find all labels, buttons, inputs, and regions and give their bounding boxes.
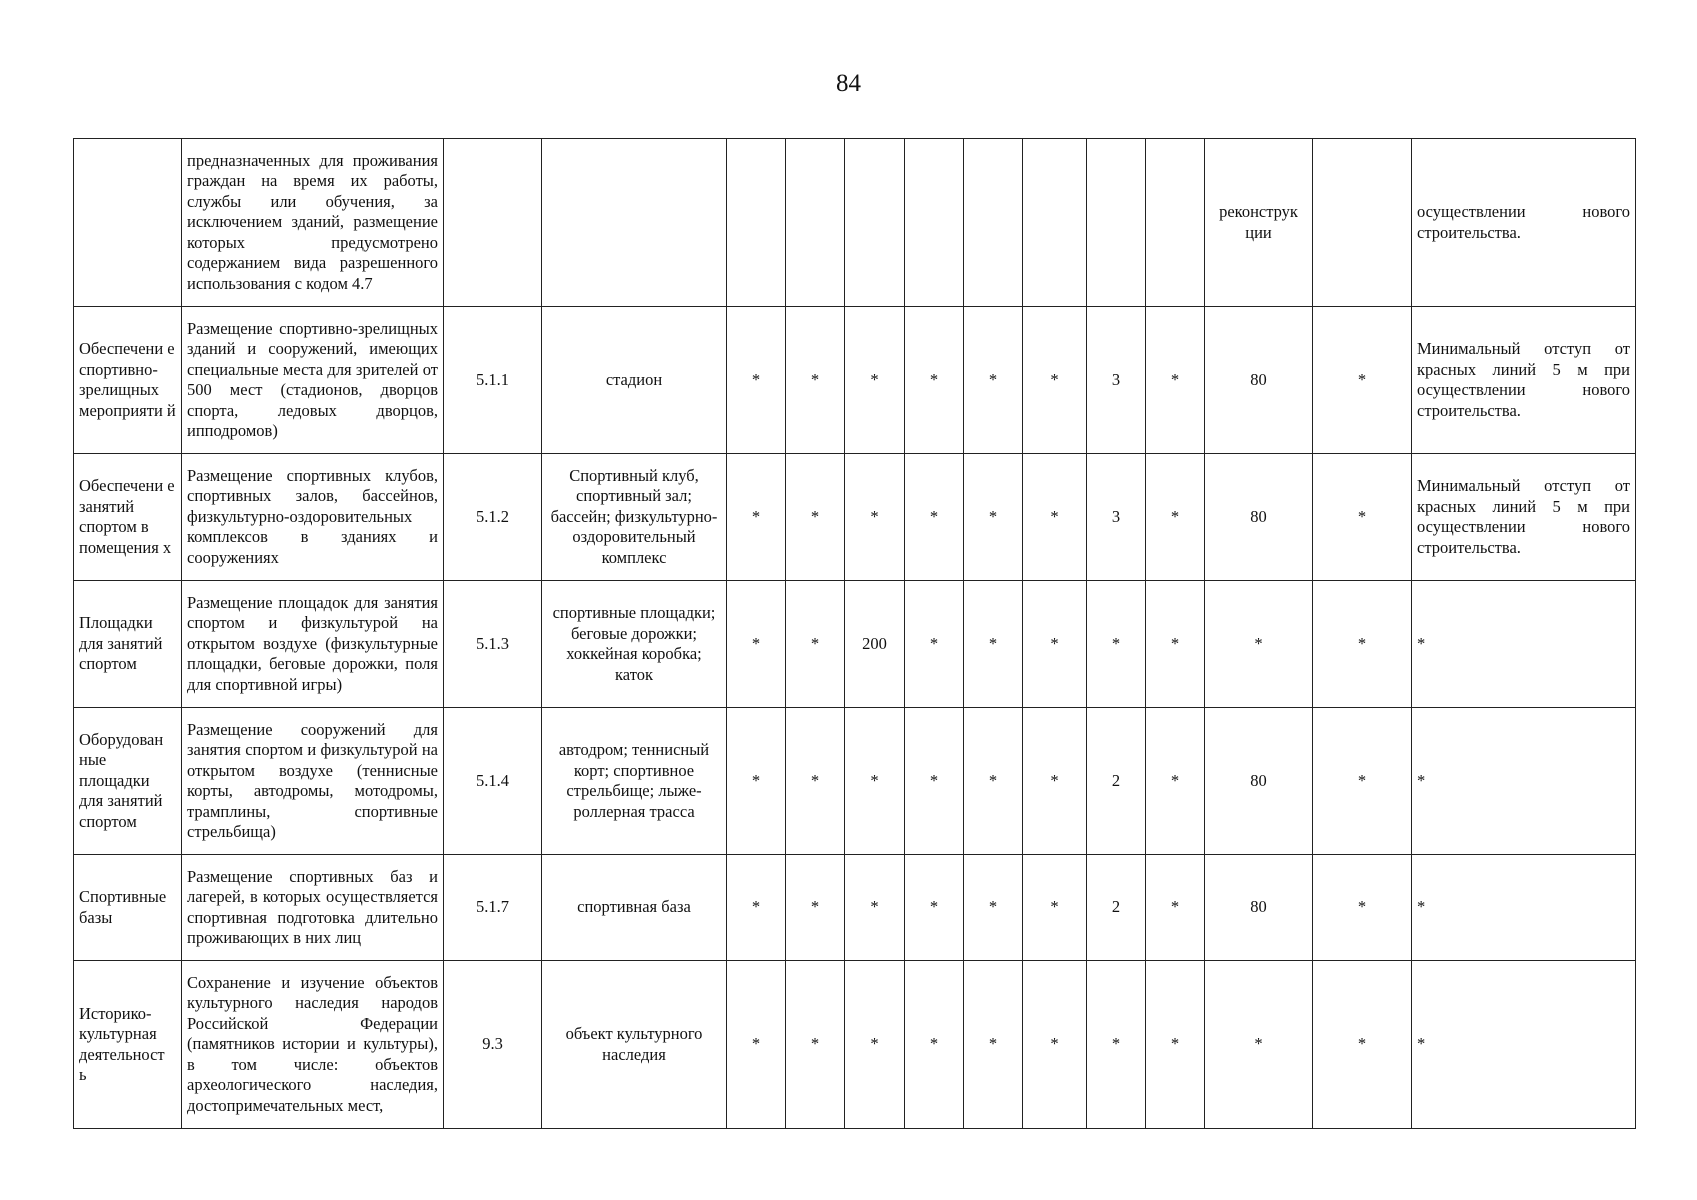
param-7: 3 [1087, 307, 1146, 454]
param-5: * [964, 307, 1023, 454]
permitted-objects: спортивная база [542, 855, 727, 961]
param-6: * [1023, 855, 1087, 961]
param-3 [845, 139, 905, 307]
param-2: * [786, 855, 845, 961]
param-3: 200 [845, 581, 905, 708]
param-1: * [727, 708, 786, 855]
param-9: 80 [1205, 454, 1313, 581]
param-9: 80 [1205, 307, 1313, 454]
use-type-code: 5.1.3 [444, 581, 542, 708]
restrictions: Минимальный отступ от красных линий 5 м при осуществлении нового строительства. [1412, 454, 1636, 581]
table-row [74, 454, 1636, 581]
permitted-objects: спортивные площадки; беговые дорожки; хоккейная коробка; каток [542, 581, 727, 708]
table-row [74, 961, 1636, 1129]
use-type-description: Размещение спортивно-зрелищных зданий и сооружений, имеющих специальные места для зрителей от 500 мест (стадионов, дворцов спорта, ледовых дворцов, ипподромов) [182, 307, 444, 454]
param-8 [1146, 139, 1205, 307]
param-3: * [845, 454, 905, 581]
use-type-description: предназначенных для проживания граждан на время их работы, службы или обучения, за исключением зданий, размещение которых предусмотрено содержанием вида разрешенного использования с кодом 4.7 [182, 139, 444, 307]
param-1: * [727, 961, 786, 1129]
permitted-objects: объект культурного наследия [542, 961, 727, 1129]
param-4 [905, 139, 964, 307]
param-10: * [1313, 708, 1412, 855]
table-row [74, 855, 1636, 961]
use-type-code: 5.1.1 [444, 307, 542, 454]
param-8: * [1146, 307, 1205, 454]
use-type-description: Размещение сооружений для занятия спортом и физкультурой на открытом воздухе (теннисные корты, автодромы, мотодромы, трамплины, спортивные стрельбища) [182, 708, 444, 855]
param-6: * [1023, 454, 1087, 581]
use-type-name: Площадки для занятий спортом [74, 581, 182, 708]
param-7: 2 [1087, 708, 1146, 855]
param-5: * [964, 855, 1023, 961]
use-type-description: Размещение спортивных баз и лагерей, в которых осуществляется спортивная подготовка длительно проживающих в них лиц [182, 855, 444, 961]
permitted-objects: стадион [542, 307, 727, 454]
param-2: * [786, 581, 845, 708]
param-4: * [905, 855, 964, 961]
param-10: * [1313, 855, 1412, 961]
param-8: * [1146, 581, 1205, 708]
use-type-description: Сохранение и изучение объектов культурного наследия народов Российской Федерации (памятников истории и культуры), в том числе: объектов археологического наследия, достопримечательных мест, [182, 961, 444, 1129]
use-type-code: 5.1.7 [444, 855, 542, 961]
param-7 [1087, 139, 1146, 307]
param-9: 80 [1205, 708, 1313, 855]
param-1: * [727, 307, 786, 454]
param-9: * [1205, 961, 1313, 1129]
restrictions: Минимальный отступ от красных линий 5 м при осуществлении нового строительства. [1412, 307, 1636, 454]
param-10: * [1313, 961, 1412, 1129]
permitted-objects [542, 139, 727, 307]
param-7: * [1087, 961, 1146, 1129]
param-10 [1313, 139, 1412, 307]
param-1 [727, 139, 786, 307]
param-9: 80 [1205, 855, 1313, 961]
param-4: * [905, 581, 964, 708]
param-9: * [1205, 581, 1313, 708]
param-10: * [1313, 581, 1412, 708]
restrictions: осуществлении нового строительства. [1412, 139, 1636, 307]
param-5: * [964, 708, 1023, 855]
param-6 [1023, 139, 1087, 307]
param-4: * [905, 708, 964, 855]
use-type-name: Спортивные базы [74, 855, 182, 961]
param-2: * [786, 307, 845, 454]
param-10: * [1313, 307, 1412, 454]
param-1: * [727, 855, 786, 961]
use-type-code: 5.1.4 [444, 708, 542, 855]
use-type-code [444, 139, 542, 307]
use-type-description: Размещение площадок для занятия спортом и физкультурой на открытом воздухе (физкультурные площадки, беговые дорожки, поля для спортивной игры) [182, 581, 444, 708]
param-1: * [727, 581, 786, 708]
param-2 [786, 139, 845, 307]
land-use-regulations-table [73, 138, 1636, 1129]
param-6: * [1023, 307, 1087, 454]
use-type-name: Обеспечени е занятий спортом в помещения х [74, 454, 182, 581]
param-10: * [1313, 454, 1412, 581]
table-row [74, 581, 1636, 708]
param-7: * [1087, 581, 1146, 708]
page-number: 84 [836, 70, 861, 97]
param-6: * [1023, 961, 1087, 1129]
table-row [74, 139, 1636, 307]
param-8: * [1146, 454, 1205, 581]
restrictions: * [1412, 581, 1636, 708]
param-8: * [1146, 708, 1205, 855]
param-2: * [786, 961, 845, 1129]
param-3: * [845, 961, 905, 1129]
param-8: * [1146, 855, 1205, 961]
param-6: * [1023, 581, 1087, 708]
table-row [74, 708, 1636, 855]
use-type-description: Размещение спортивных клубов, спортивных залов, бассейнов, физкультурно-оздоровительных комплексов в зданиях и сооружениях [182, 454, 444, 581]
param-6: * [1023, 708, 1087, 855]
param-5: * [964, 961, 1023, 1129]
param-3: * [845, 708, 905, 855]
use-type-name: Историко-культурная деятельност ь [74, 961, 182, 1129]
param-7: 2 [1087, 855, 1146, 961]
param-7: 3 [1087, 454, 1146, 581]
param-5 [964, 139, 1023, 307]
table-row [74, 307, 1636, 454]
restrictions: * [1412, 961, 1636, 1129]
param-2: * [786, 454, 845, 581]
use-type-name: Обеспечени е спортивно-зрелищных мероприяти й [74, 307, 182, 454]
param-5: * [964, 454, 1023, 581]
use-type-name: Оборудован ные площадки для занятий спортом [74, 708, 182, 855]
param-1: * [727, 454, 786, 581]
param-5: * [964, 581, 1023, 708]
permitted-objects: автодром; теннисный корт; спортивное стрельбище; лыже-роллерная трасса [542, 708, 727, 855]
use-type-name [74, 139, 182, 307]
param-2: * [786, 708, 845, 855]
param-4: * [905, 454, 964, 581]
param-3: * [845, 855, 905, 961]
use-type-code: 5.1.2 [444, 454, 542, 581]
permitted-objects: Спортивный клуб, спортивный зал; бассейн; физкультурно-оздоровительный комплекс [542, 454, 727, 581]
param-8: * [1146, 961, 1205, 1129]
param-9: реконструк ции [1205, 139, 1313, 307]
param-4: * [905, 961, 964, 1129]
use-type-code: 9.3 [444, 961, 542, 1129]
restrictions: * [1412, 708, 1636, 855]
restrictions: * [1412, 855, 1636, 961]
param-3: * [845, 307, 905, 454]
param-4: * [905, 307, 964, 454]
